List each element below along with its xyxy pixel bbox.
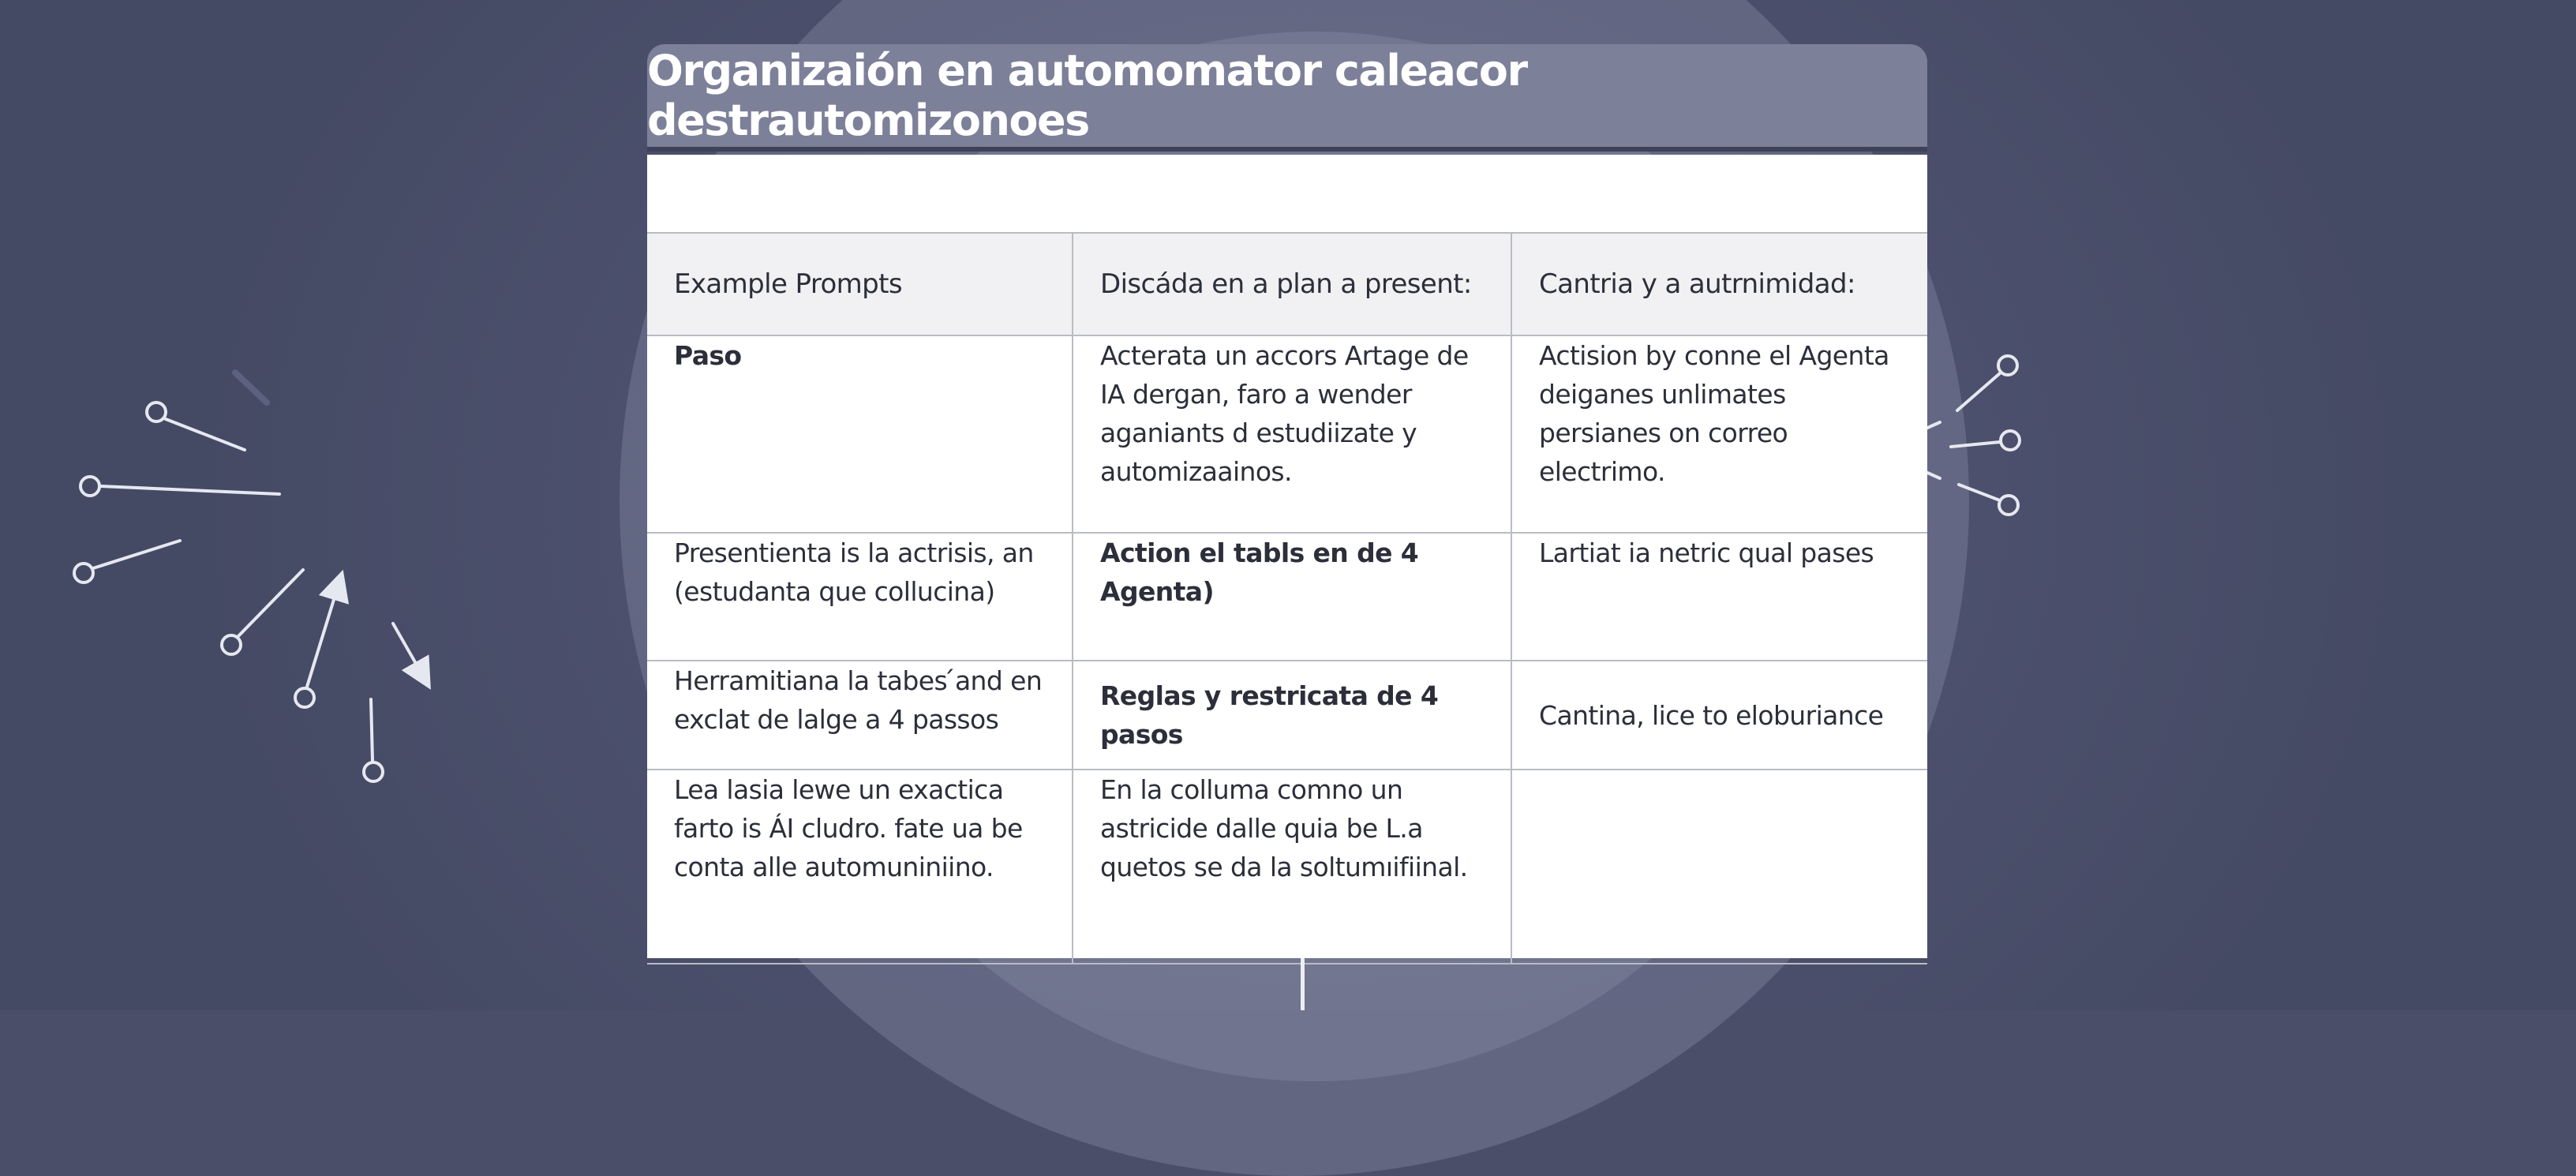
table-cell: Lartiat ia netric qual pases (1511, 533, 1927, 661)
table-cell: Actision by conne el Agenta deiganes unlimates persianes on correo electrimo. (1511, 335, 1927, 533)
connector-stem (1301, 958, 1305, 1010)
column-header: Cantria y a autrnimidad: (1511, 234, 1927, 335)
table-cell: En la colluma comno un astricide dalle quia be L.a quetos se da la soltumıifiinal. (1073, 770, 1511, 964)
table-cell: Herramitiana la tabes ́and en exclat de lalge a 4 passos (647, 661, 1073, 770)
table-row (647, 335, 1927, 533)
node-connector-icon (147, 403, 245, 450)
column-header: Example Prompts (647, 234, 1073, 335)
node-connector-icon (1951, 431, 2020, 450)
column-header: Discáda en a plan a present: (1073, 234, 1511, 335)
node-connector-icon (1959, 485, 2018, 515)
node-connector-icon (295, 582, 339, 707)
page-title: Organizaión en automomator caleacor destrautomizonoes (647, 46, 1527, 145)
arrow-icon (393, 624, 425, 679)
table-cell: Presentienta is la actrisis, an (estudanta que collucina) (647, 533, 1073, 661)
table-cell: Paso (647, 335, 1073, 533)
table-cell: Lea lasia lewe un exactica farto is ÁI cludro. fate ua be conta alle automuniniino. (647, 770, 1073, 964)
table-cell: Acterata un accors Artage de IA dergan, faro a wender aganiants d estudiizate y automizaainos. (1073, 335, 1511, 533)
table-row (647, 770, 1927, 964)
title-bar (647, 44, 1927, 152)
table-cell: Cantina, lice to eloburiance (1511, 661, 1927, 770)
content-card (647, 155, 1927, 958)
node-connector-icon (364, 699, 383, 781)
card-header-spacer (647, 155, 1927, 234)
table-cell (1511, 770, 1927, 964)
table-cell: Action el tabls en de 4 Agenta) (1073, 533, 1511, 661)
table-header-row (647, 234, 1927, 335)
table-row (647, 661, 1927, 770)
node-connector-icon (74, 541, 180, 582)
node-connector-icon (222, 570, 303, 654)
prompt-table (647, 234, 1927, 964)
table-cell: Reglas y restricata de 4 pasos (1073, 661, 1511, 770)
node-connector-icon (80, 477, 279, 496)
table-row (647, 533, 1927, 661)
node-connector-icon (1957, 356, 2017, 410)
